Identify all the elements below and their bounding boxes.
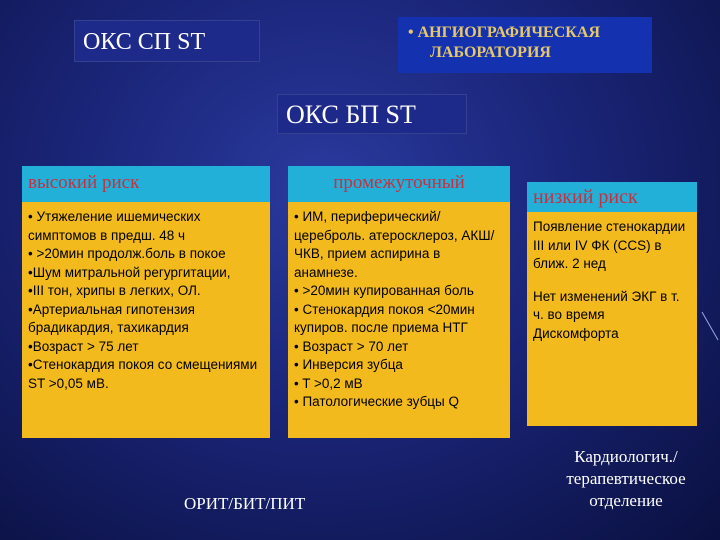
connector-line	[700, 310, 720, 350]
cardiology-department-label	[546, 446, 706, 512]
list-item: •Возраст > 75 лет	[28, 338, 139, 354]
list-item: • >20мин купированная боль	[294, 283, 474, 298]
list-item: • Возраст > 70 лет	[294, 338, 409, 354]
list-item: • Стенокардия покоя <20мин купиров. после приема НТГ	[294, 301, 475, 335]
low-risk-para2: Нет изменений ЭКГ в т. ч. во время Дискомфорта	[533, 288, 680, 341]
angiography-lab-box	[398, 17, 652, 73]
high-risk-header	[22, 166, 270, 202]
icu-text: ОРИТ/БИТ/ПИТ	[184, 494, 306, 513]
list-item: • Утяжеление ишемических симптомов в предш. 48 ч	[28, 209, 201, 243]
acs-nst-label: ОКС БП ST	[286, 100, 416, 129]
list-item: •Шум митральной регургитации,	[28, 264, 231, 280]
acs-st-elevation-box	[74, 20, 260, 62]
spacer	[533, 274, 691, 288]
acs-st-label: ОКС СП ST	[83, 29, 206, 55]
list-item: • >20мин продолж.боль в покое	[28, 246, 226, 261]
intermediate-risk-header	[288, 166, 510, 202]
list-item: • T >0,2 мВ	[294, 375, 363, 391]
low-risk-header	[527, 182, 697, 212]
cardio-line2: терапевтическое	[566, 469, 686, 488]
low-risk-title: низкий риск	[533, 186, 638, 208]
acs-no-st-elevation-box	[277, 94, 467, 134]
high-risk-title: высокий риск	[28, 172, 140, 193]
angio-line1: • АНГИОГРАФИЧЕСКАЯ	[408, 24, 600, 41]
cardio-line3: отделение	[589, 491, 663, 510]
angio-line2: ЛАБОРАТОРИЯ	[430, 44, 551, 61]
low-risk-para1: Появление стенокардии III или IV ФК (CCS) в ближ. 2 нед	[533, 219, 686, 271]
list-item: • ИМ, периферический/ цереброль. атеросклероз, АКШ/ЧКВ, прием аспирина в анамнезе.	[294, 209, 495, 280]
high-risk-list	[22, 202, 270, 438]
cardio-line1: Кардиологич./	[574, 447, 678, 466]
list-item: •Стенокардия покоя со смещениями ST >0,05 мВ.	[28, 357, 258, 391]
intermediate-risk-list	[288, 202, 510, 438]
list-item: • Инверсия зубца	[294, 357, 403, 372]
intermediate-risk-title: промежуточный	[333, 172, 465, 193]
low-risk-list	[527, 212, 697, 426]
icu-label	[184, 494, 305, 514]
list-item: • Патологические зубцы Q	[294, 394, 459, 409]
list-item: •Артериальная гипотензия брадикардия, тахикардия	[28, 301, 195, 335]
list-item: •III тон, хрипы в легких, ОЛ.	[28, 283, 201, 298]
